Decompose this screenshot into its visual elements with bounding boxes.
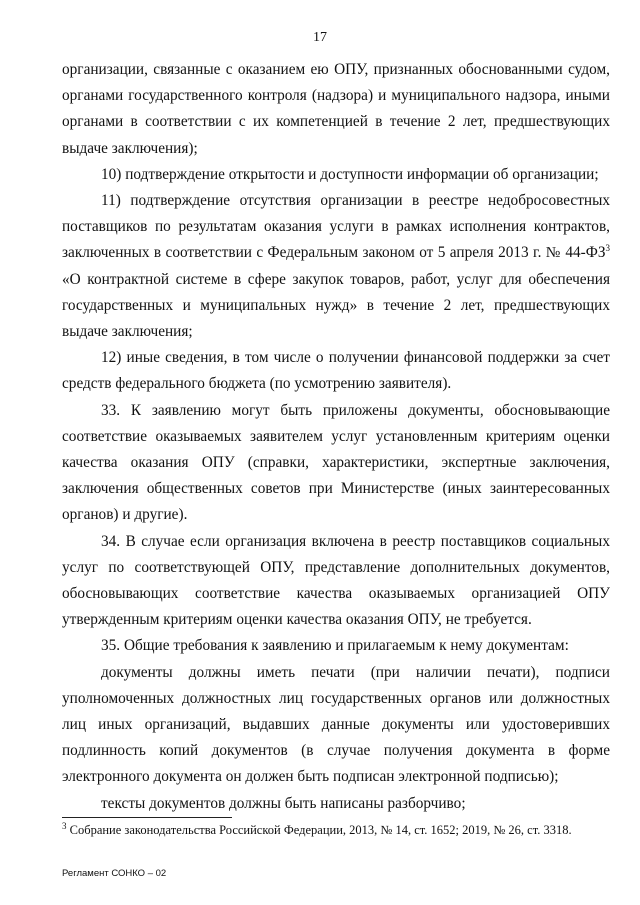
paragraph: 33. К заявлению могут быть приложены документы, обосновывающие соответствие оказываемых заявителем услуг установленным критериям оценки качества оказания ОПУ (справки, характеристики, экспертные заключения, заключения общественных советов при Министерстве (иных заинтересованных органов) и другие). bbox=[62, 401, 610, 524]
paragraph: организации, связанные с оказанием ею ОПУ, признанных обоснованными судом, органами государственного контроля (надзора) и муниципального надзора, иными органами в соответствии с их компетенцией в течение 2 лет, предшествующих выдаче заключения); bbox=[62, 61, 610, 157]
paragraph-text: 11) подтверждение отсутствия организации в реестре недобросовестных поставщиков по результатам оказания услуги в рамках исполнения контрактов, заключенных в соответствии с Федеральным законом от 5 апреля 2013 г. № 44-ФЗ bbox=[62, 192, 610, 262]
page-number: 17 bbox=[313, 30, 327, 45]
footnote-reference: 3 bbox=[605, 243, 610, 254]
document-footer: Регламент СОНКО – 02 bbox=[62, 868, 167, 879]
footnote bbox=[62, 822, 610, 838]
paragraph: тексты документов должны быть написаны разборчиво; bbox=[101, 794, 466, 812]
footnote-divider bbox=[62, 817, 232, 818]
footnote-marker: 3 bbox=[62, 820, 67, 831]
paragraph-text: «О контрактной системе в сфере закупок товаров, работ, услуг для обеспечения государственных и муниципальных нужд» в течение 2 лет, предшествующих выдаче заключения; bbox=[62, 270, 610, 341]
paragraph: документы должны иметь печати (при наличии печати), подписи уполномоченных должностных лиц государственных органов или должностных лиц иных организаций, выдавших данные документы или удостоверивших подлинность копий документов (в случае получения документа в форме электронного документа он должен быть подписан электронной подписью); bbox=[62, 663, 610, 786]
paragraph bbox=[62, 188, 610, 345]
paragraph: 12) иные сведения, в том числе о получении финансовой поддержки за счет средств федерального бюджета (по усмотрению заявителя). bbox=[62, 349, 610, 393]
footnote-text: Собрание законодательства Российской Федерации, 2013, № 14, ст. 1652; 2019, № 26, ст. 3318. bbox=[69, 823, 572, 837]
paragraph: 35. Общие требования к заявлению и прилагаемым к нему документам: bbox=[101, 637, 569, 655]
paragraph: 10) подтверждение открытости и доступности информации об организации; bbox=[101, 165, 599, 183]
paragraph: 34. В случае если организация включена в реестр поставщиков социальных услуг по соответствующей ОПУ, представление дополнительных документов, обосновывающих соответствие качества оказываемых организацией ОПУ утвержденным критериям оценки качества оказания ОПУ, не требуется. bbox=[62, 532, 610, 629]
document-body bbox=[62, 57, 610, 817]
